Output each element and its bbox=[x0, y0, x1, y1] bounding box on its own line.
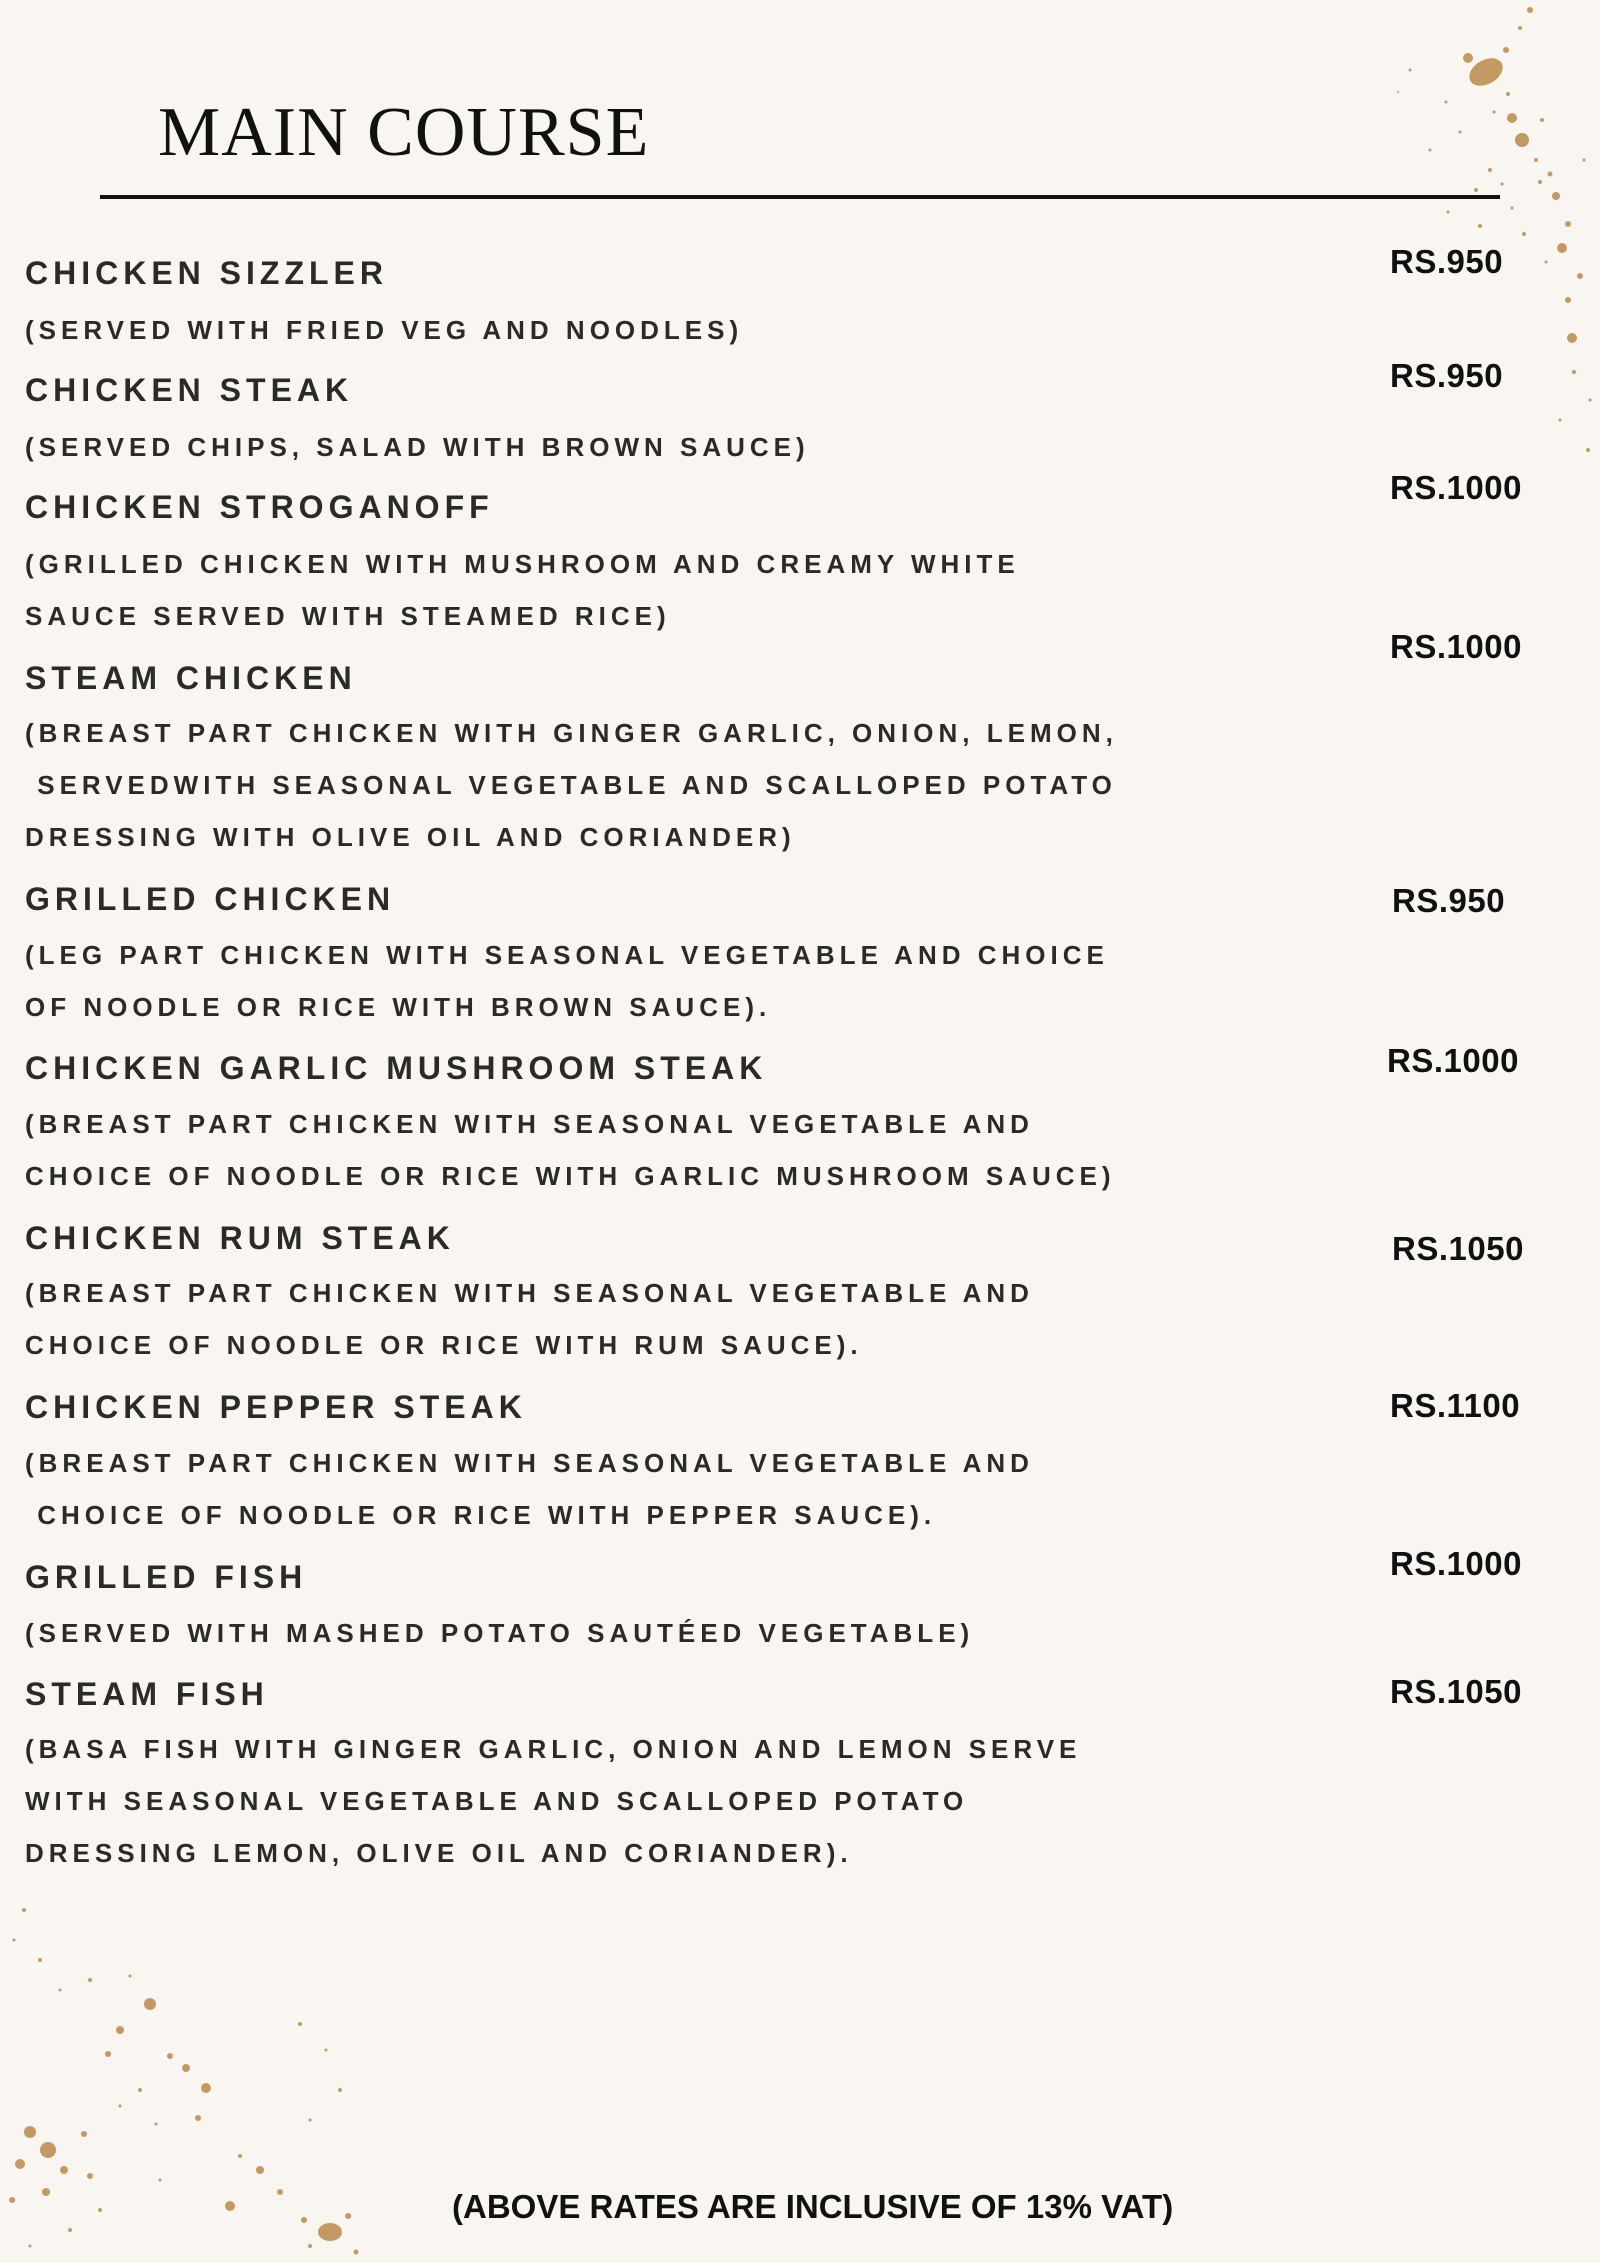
menu-item-description: (SERVED WITH MASHED POTATO SAUTÉED VEGETABLE) bbox=[25, 1618, 975, 1648]
menu-item-description: CHOICE OF NOODLE OR RICE WITH GARLIC MUSHROOM SAUCE) bbox=[25, 1161, 1116, 1191]
menu-item-description: (BREAST PART CHICKEN WITH SEASONAL VEGETABLE AND bbox=[25, 1109, 1034, 1139]
menu-item-description: (GRILLED CHICKEN WITH MUSHROOM AND CREAMY WHITE bbox=[25, 549, 1020, 579]
menu-item-description: CHOICE OF NOODLE OR RICE WITH RUM SAUCE). bbox=[25, 1330, 863, 1360]
page-title: MAIN COURSE bbox=[158, 94, 650, 171]
menu-item-price: RS.1000 bbox=[1390, 1545, 1522, 1582]
menu-item-price: RS.1000 bbox=[1390, 628, 1522, 665]
menu-item-price: RS.1050 bbox=[1390, 1673, 1522, 1710]
menu-item-description: (BREAST PART CHICKEN WITH SEASONAL VEGETABLE AND bbox=[25, 1278, 1034, 1308]
menu-item-description: WITH SEASONAL VEGETABLE AND SCALLOPED POTATO bbox=[25, 1786, 969, 1816]
menu-item-description: DRESSING LEMON, OLIVE OIL AND CORIANDER). bbox=[25, 1838, 853, 1868]
menu-item-name: CHICKEN GARLIC MUSHROOM STEAK bbox=[25, 1050, 768, 1086]
menu-item-description: SERVEDWITH SEASONAL VEGETABLE AND SCALLOPED POTATO bbox=[25, 770, 1117, 800]
menu-item-price: RS.950 bbox=[1390, 357, 1504, 394]
menu-item-description: SAUCE SERVED WITH STEAMED RICE) bbox=[25, 601, 671, 631]
menu-item-name: STEAM FISH bbox=[25, 1676, 269, 1712]
menu-item-name: GRILLED FISH bbox=[25, 1559, 308, 1595]
title-divider bbox=[100, 195, 1500, 199]
menu-item-description: (SERVED WITH FRIED VEG AND NOODLES) bbox=[25, 315, 744, 345]
menu-item-description: (BREAST PART CHICKEN WITH GINGER GARLIC, ONION, LEMON, bbox=[25, 718, 1118, 748]
menu-item-name: STEAM CHICKEN bbox=[25, 660, 357, 696]
menu-item-name: CHICKEN STROGANOFF bbox=[25, 489, 494, 525]
menu-item-price: RS.950 bbox=[1392, 882, 1506, 919]
menu-item-description: DRESSING WITH OLIVE OIL AND CORIANDER) bbox=[25, 822, 796, 852]
menu-item-description: OF NOODLE OR RICE WITH BROWN SAUCE). bbox=[25, 992, 772, 1022]
menu-item-price: RS.950 bbox=[1390, 243, 1504, 280]
menu-item-name: CHICKEN SIZZLER bbox=[25, 255, 388, 291]
menu-item-name: CHICKEN RUM STEAK bbox=[25, 1220, 455, 1256]
menu-item-price: RS.1050 bbox=[1392, 1230, 1524, 1267]
menu-item-price: RS.1000 bbox=[1387, 1042, 1519, 1079]
menu-item-name: CHICKEN PEPPER STEAK bbox=[25, 1389, 527, 1425]
menu-item-price: RS.1000 bbox=[1390, 469, 1522, 506]
menu-item-price: RS.1100 bbox=[1390, 1387, 1521, 1424]
menu-item-description: (BREAST PART CHICKEN WITH SEASONAL VEGETABLE AND bbox=[25, 1448, 1034, 1478]
menu-item-name: CHICKEN STEAK bbox=[25, 372, 354, 408]
menu-item-description: (SERVED CHIPS, SALAD WITH BROWN SAUCE) bbox=[25, 432, 810, 462]
menu-item-description: CHOICE OF NOODLE OR RICE WITH PEPPER SAUCE). bbox=[25, 1500, 937, 1530]
menu-item-name: GRILLED CHICKEN bbox=[25, 881, 396, 917]
vat-note: (ABOVE RATES ARE INCLUSIVE OF 13% VAT) bbox=[452, 2188, 1174, 2225]
menu-item-description: (BASA FISH WITH GINGER GARLIC, ONION AND LEMON SERVE bbox=[25, 1734, 1082, 1764]
menu-item-description: (LEG PART CHICKEN WITH SEASONAL VEGETABLE AND CHOICE bbox=[25, 940, 1109, 970]
gold-splatter-bottom-left-icon bbox=[0, 1880, 420, 2263]
